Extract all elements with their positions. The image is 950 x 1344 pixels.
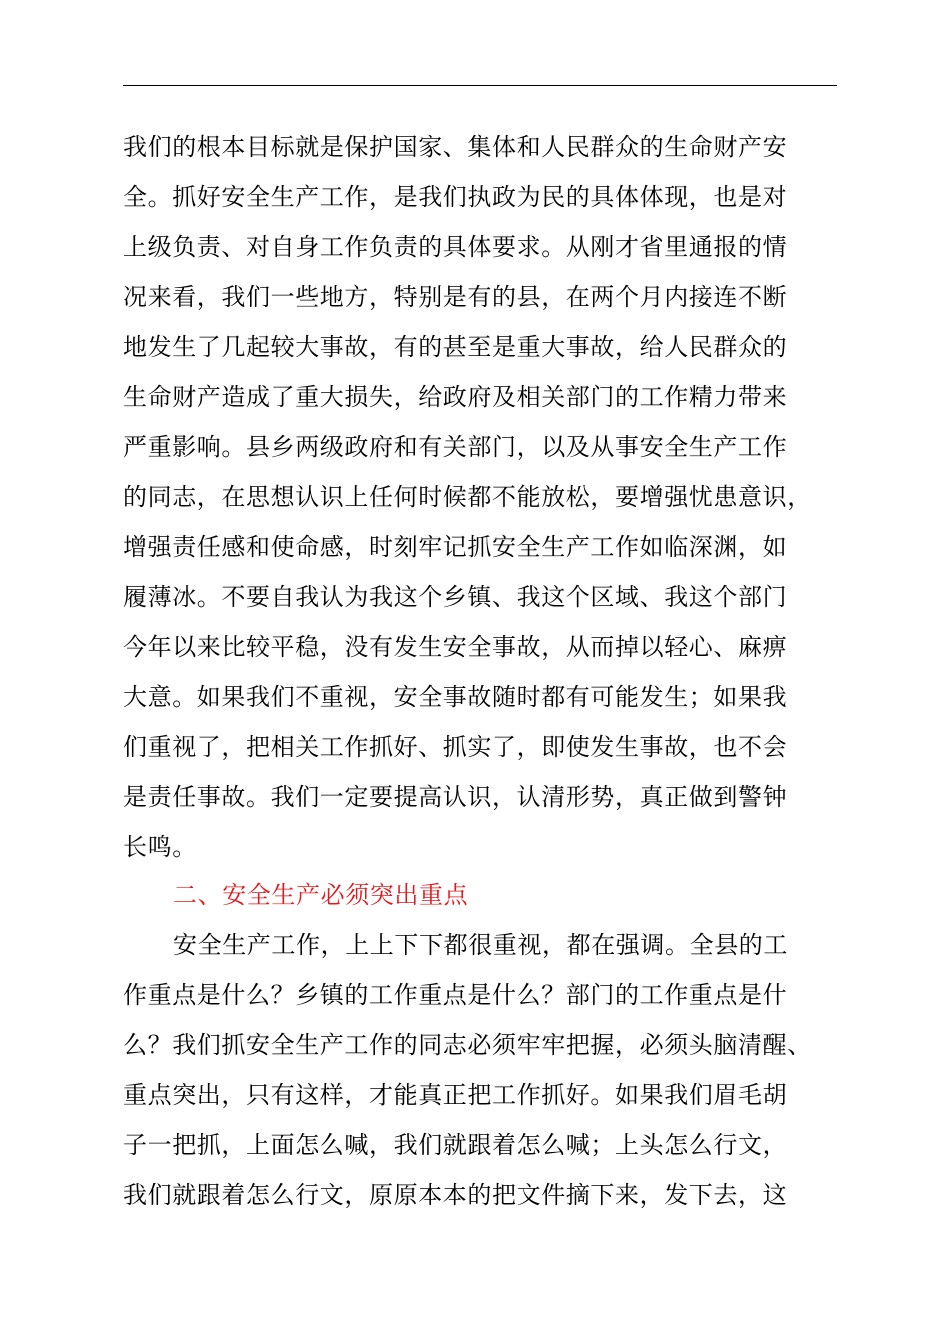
paragraph-2-line-2: 作重点是什么？乡镇的工作重点是什么？部门的工作重点是什 — [123, 981, 788, 1009]
paragraph-1-line-3: 上级负责、对自身工作负责的具体要求。从刚才省里通报的情 — [123, 233, 788, 261]
paragraph-1-line-1: 我们的根本目标就是保护国家、集体和人民群众的生命财产安 — [123, 133, 788, 161]
header-rule — [123, 85, 837, 86]
paragraph-1-line-11: 今年以来比较平稳，没有发生安全事故，从而掉以轻心、麻痹 — [123, 633, 788, 661]
paragraph-1-line-10: 履薄冰。不要自我认为我这个乡镇、我这个区域、我这个部门 — [123, 583, 788, 611]
paragraph-1-line-2: 全。抓好安全生产工作，是我们执政为民的具体体现，也是对 — [123, 183, 788, 211]
paragraph-1-line-15: 长鸣。 — [123, 833, 197, 861]
paragraph-2-line-5: 子一把抓，上面怎么喊，我们就跟着怎么喊；上头怎么行文， — [123, 1131, 788, 1159]
paragraph-1-line-12: 大意。如果我们不重视，安全事故随时都有可能发生；如果我 — [123, 683, 788, 711]
paragraph-2-line-1: 安全生产工作，上上下下都很重视，都在强调。全县的工 — [173, 931, 788, 959]
paragraph-1-line-9: 增强责任感和使命感，时刻牢记抓安全生产工作如临深渊，如 — [123, 533, 788, 561]
paragraph-1-line-14: 是责任事故。我们一定要提高认识，认清形势，真正做到警钟 — [123, 783, 788, 811]
paragraph-1-line-8: 的同志，在思想认识上任何时候都不能放松，要增强忧患意识， — [123, 483, 812, 511]
paragraph-1-line-6: 生命财产造成了重大损失，给政府及相关部门的工作精力带来 — [123, 383, 788, 411]
paragraph-2-line-4: 重点突出，只有这样，才能真正把工作抓好。如果我们眉毛胡 — [123, 1081, 788, 1109]
paragraph-1-line-4: 况来看，我们一些地方，特别是有的县，在两个月内接连不断 — [123, 283, 788, 311]
paragraph-1-line-5: 地发生了几起较大事故，有的甚至是重大事故，给人民群众的 — [123, 333, 788, 361]
paragraph-1-line-7: 严重影响。县乡两级政府和有关部门，以及从事安全生产工作 — [123, 433, 788, 461]
paragraph-1-line-13: 们重视了，把相关工作抓好、抓实了，即使发生事故，也不会 — [123, 733, 788, 761]
paragraph-2-line-6: 我们就跟着怎么行文，原原本本的把文件摘下来，发下去，这 — [123, 1181, 788, 1209]
paragraph-2-line-3: 么？我们抓安全生产工作的同志必须牢牢把握，必须头脑清醒、 — [123, 1031, 812, 1059]
section-heading-2: 二、安全生产必须突出重点 — [173, 881, 469, 909]
